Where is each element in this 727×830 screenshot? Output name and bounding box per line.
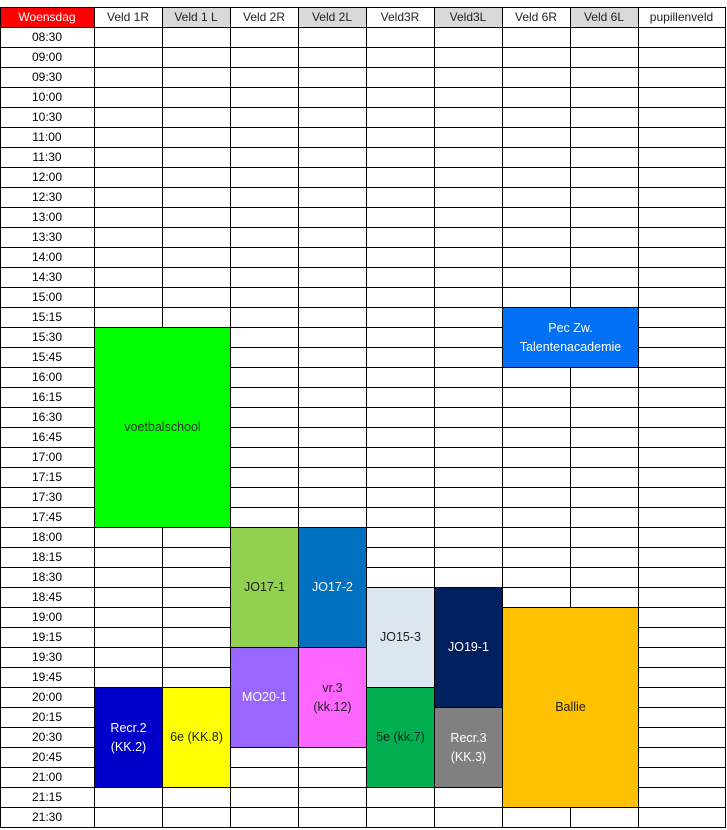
time-label: 14:30 [31,270,63,284]
time-label: 16:45 [31,430,63,444]
field-header-6 [434,7,502,27]
booking-mo20-1[interactable] [230,647,299,748]
time-label: 13:00 [31,210,63,224]
time-label: 18:15 [31,550,63,564]
field-header-label: Veld 6R [514,10,558,24]
booking-jo17-1[interactable] [230,527,299,648]
booking-vr-3[interactable] [298,647,367,748]
grid-row-line [0,187,726,188]
time-label: 20:45 [31,750,63,764]
booking-recr-2[interactable] [94,687,163,788]
grid-row-line [0,287,726,288]
time-label: 15:00 [31,290,63,304]
field-header-label: Veld3R [380,10,420,24]
booking-label: Ballie [555,700,586,714]
booking-jo15-3[interactable] [366,587,435,688]
booking-jo17-2[interactable] [298,527,367,648]
time-label: 08:30 [31,30,63,44]
field-header-4 [298,7,366,27]
field-header-label: Veld 1 L [174,10,218,24]
grid-row-line [0,107,726,108]
field-header-7 [502,7,570,27]
time-label: 18:30 [31,570,63,584]
grid-row-line [0,247,726,248]
time-label: 17:30 [31,490,63,504]
field-header-3 [230,7,298,27]
time-label: 17:15 [31,470,63,484]
grid-row-line [0,7,726,8]
booking-label: vr.3 (kk.12) [313,680,352,714]
grid-row-line [0,207,726,208]
grid-row-line [0,227,726,228]
time-label: 16:15 [31,390,63,404]
time-label: 19:15 [31,630,63,644]
time-label: 16:30 [31,410,63,424]
grid-col-line [0,7,1,828]
booking-label: JO17-1 [244,580,285,594]
booking-label: MO20-1 [241,690,288,704]
time-label: 10:00 [31,90,63,104]
time-label: 09:30 [31,70,63,84]
booking-jo19-1[interactable] [434,587,503,708]
grid-row-line [0,47,726,48]
time-label: 20:00 [31,690,63,704]
grid-row-line [0,87,726,88]
booking-label: JO19-1 [448,640,489,654]
time-label: 16:00 [31,370,63,384]
time-label: 15:15 [31,310,63,324]
time-label: 17:45 [31,510,63,524]
time-label: 18:00 [31,530,63,544]
time-label: 09:00 [31,50,63,64]
booking-label: 5e (kk.7) [376,730,425,744]
field-header-label: Veld3L [449,10,487,24]
booking-recr-3[interactable] [434,707,503,788]
field-header-2 [162,7,230,27]
time-label: 18:45 [31,590,63,604]
time-label: 12:30 [31,190,63,204]
grid-row-line [0,147,726,148]
time-label: 20:15 [31,710,63,724]
grid-row-line [0,827,726,828]
grid-row-line [0,267,726,268]
booking-voetbalschool[interactable] [94,327,231,528]
field-header-8 [570,7,638,27]
field-header-label: Veld 1R [106,10,150,24]
time-label: 17:00 [31,450,63,464]
field-header-label: Veld 6L [583,10,625,24]
time-label: 19:45 [31,670,63,684]
field-header-label: pupillenveld [649,10,714,24]
day-label: Woensdag [18,10,76,24]
time-label: 15:45 [31,350,63,364]
time-label: 12:00 [31,170,63,184]
field-header-5 [366,7,434,27]
grid-col-line [725,7,726,828]
booking-label: JO15-3 [380,630,421,644]
booking-label: voetbalschool [124,420,201,434]
field-header-9 [638,7,725,27]
booking-6e-kk8[interactable] [162,687,231,788]
field-header-label: Veld 2L [311,10,353,24]
booking-label: Recr.2 (KK.2) [110,720,147,754]
time-label: 21:00 [31,770,63,784]
booking-pec-zw-talentenacademie[interactable] [502,307,639,368]
time-label: 11:30 [32,150,62,164]
booking-label: 6e (KK.8) [170,730,223,744]
booking-5e-kk7[interactable] [366,687,435,788]
booking-label: JO17-2 [312,580,353,594]
field-header-1 [94,7,162,27]
time-label: 13:30 [31,230,63,244]
time-label: 19:30 [31,650,63,664]
time-label: 15:30 [31,330,63,344]
time-label: 20:30 [31,730,63,744]
grid-row-line [0,27,726,28]
time-label: 14:00 [31,250,63,264]
booking-ballie[interactable] [502,607,639,808]
time-label: 21:15 [31,790,63,804]
grid-row-line [0,127,726,128]
grid-row-line [0,67,726,68]
field-header-label: Veld 2R [242,10,286,24]
time-label: 19:00 [31,610,63,624]
time-label: 11:00 [32,130,62,144]
day-header [0,7,94,27]
booking-label: Recr.3 (KK.3) [450,730,487,764]
time-label: 21:30 [31,810,63,824]
booking-label: Pec Zw. Talentenacademie [519,320,622,354]
grid-row-line [0,167,726,168]
time-label: 10:30 [31,110,63,124]
